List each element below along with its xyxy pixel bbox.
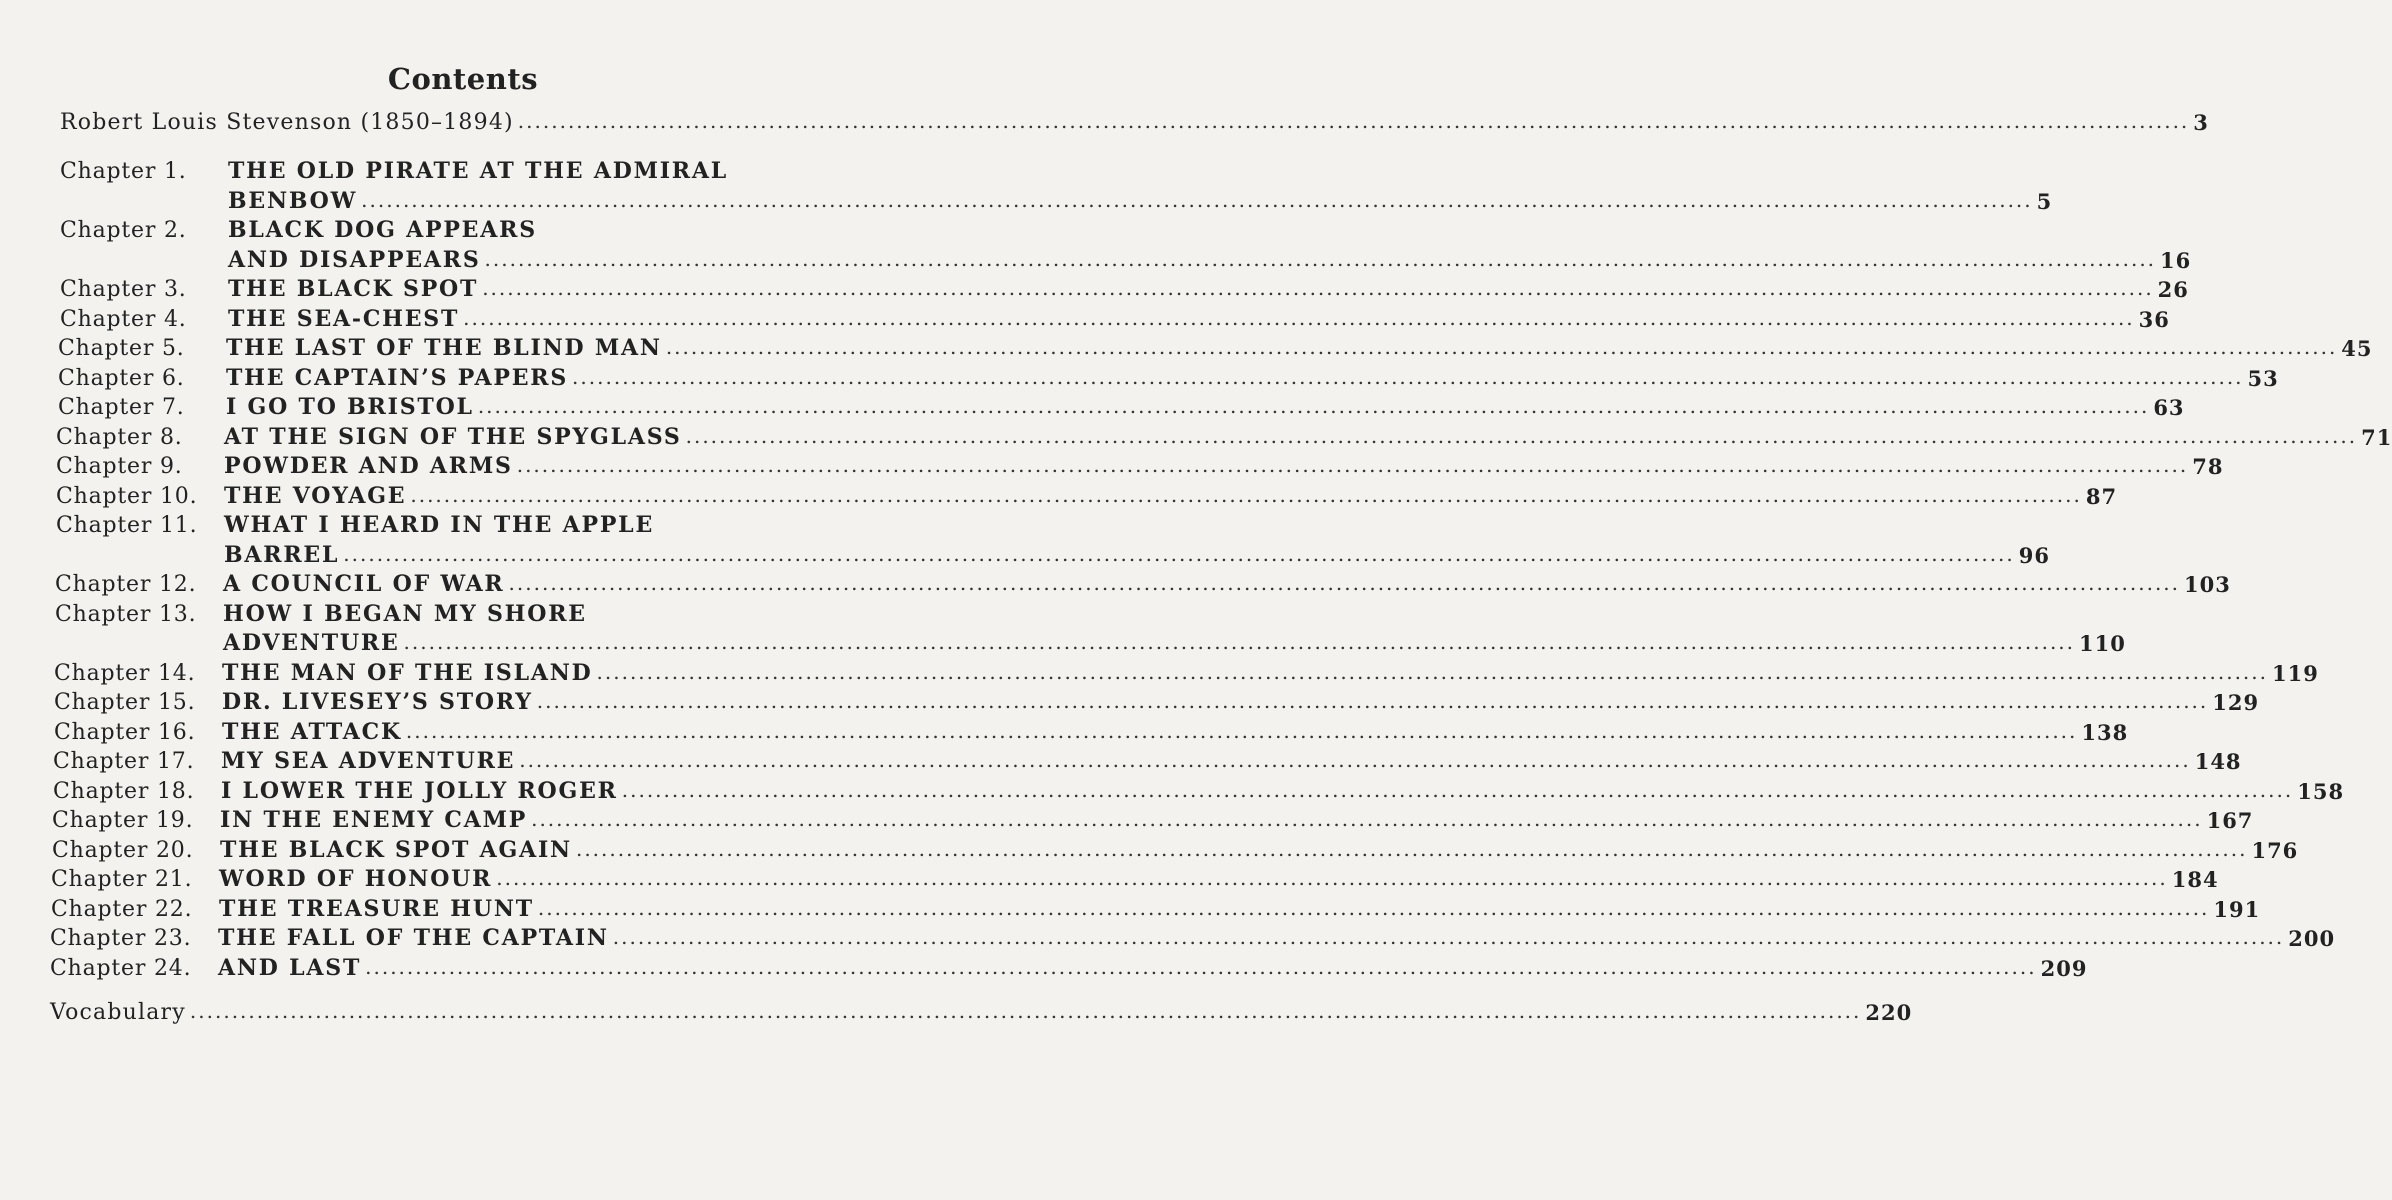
chapter-entry [58, 394, 2185, 420]
dot-leader: ........................................................................................................................................................................................................ [665, 335, 2338, 359]
dot-leader: ........................................................................................................................................................................................................ [575, 836, 2248, 861]
page-number: 5 [2036, 188, 2053, 214]
chapter-title: DR. LIVESEY’S STORY [222, 689, 533, 715]
page-number: 158 [2297, 778, 2345, 804]
dot-leader: ........................................................................................................................................................................................................ [572, 364, 2244, 389]
chapter-label: Chapter 14. [54, 660, 196, 686]
chapter-title: IN THE ENEMY CAMP [220, 807, 528, 833]
chapter-entry [55, 601, 864, 627]
chapter-label: Chapter 1. [60, 159, 187, 184]
chapter-title: THE VOYAGE [224, 482, 407, 509]
page-number: 103 [2184, 572, 2231, 597]
vocabulary-text: Vocabulary [50, 1000, 186, 1025]
chapter-title: MY SEA ADVENTURE [221, 748, 516, 774]
chapter-entry [50, 925, 2336, 951]
chapter-label: Chapter 22. [51, 896, 193, 922]
chapter-label: Chapter 5. [58, 336, 185, 361]
chapter-entry [60, 158, 864, 184]
chapter-label: Chapter 10. [56, 483, 198, 509]
chapter-label: Chapter 13. [55, 601, 197, 627]
intro-text: Robert Louis Stevenson (1850–1894) [60, 110, 514, 135]
chapter-entry [56, 482, 2118, 509]
chapter-title: I GO TO BRISTOL [226, 394, 474, 420]
chapter-entry [51, 866, 2219, 892]
chapter-entry [56, 453, 2224, 479]
chapter-entry [53, 748, 2242, 774]
dot-leader: ........................................................................................................................................................................................................ [410, 482, 2082, 507]
chapter-label: Chapter 3. [60, 277, 187, 302]
chapter-title-continuation: BARREL [224, 541, 340, 568]
chapter-entry [58, 364, 2279, 391]
chapter-title: WORD OF HONOUR [219, 866, 493, 892]
chapter-entry [56, 512, 864, 538]
page-number: 220 [1865, 1000, 1913, 1025]
chapter-label: Chapter 7. [58, 395, 185, 420]
chapter-title: THE CAPTAIN’S PAPERS [226, 364, 569, 391]
dot-leader: ........................................................................................................................................................................................................ [621, 777, 2294, 802]
chapter-title: THE ATTACK [222, 718, 402, 745]
chapter-entry [54, 689, 2260, 715]
chapter-title: THE LAST OF THE BLIND MAN [226, 335, 662, 361]
chapter-label: Chapter 15. [54, 690, 196, 715]
page-number: 26 [2157, 277, 2189, 302]
page-number: 87 [2085, 483, 2118, 509]
chapter-label: Chapter 18. [53, 778, 195, 804]
page-number: 119 [2272, 660, 2319, 686]
chapter-label: Chapter 20. [52, 837, 194, 863]
chapter-title: THE BLACK SPOT AGAIN [220, 836, 572, 863]
page-number: 63 [2153, 395, 2185, 420]
chapter-title: THE BLACK SPOT [228, 276, 479, 302]
chapter-label: Chapter 12. [55, 572, 197, 597]
chapter-entry-continuation [228, 246, 2192, 273]
dot-leader: ........................................................................................................................................................................................................ [463, 305, 2135, 330]
chapter-entry-continuation [224, 541, 2050, 568]
chapter-label: Chapter 16. [54, 719, 196, 745]
page-number: 200 [2288, 926, 2336, 951]
dot-leader: ........................................................................................................................................................................................................ [517, 109, 2190, 133]
chapter-label: Chapter 24. [50, 955, 192, 981]
dot-leader: ........................................................................................................................................................................................................ [189, 999, 1862, 1023]
dot-leader: ........................................................................................................................................................................................................ [477, 394, 2150, 418]
chapter-title: I LOWER THE JOLLY ROGER [221, 777, 618, 804]
page-number: 45 [2341, 336, 2373, 361]
page-number: 138 [2081, 719, 2129, 745]
chapter-entry [60, 276, 2189, 302]
page-number: 71 [2361, 424, 2392, 450]
chapter-title: THE TREASURE HUNT [219, 895, 534, 922]
page-number: 167 [2206, 808, 2254, 833]
chapter-entry [52, 836, 2299, 863]
chapter-title: THE SEA-CHEST [228, 305, 460, 332]
page-number: 191 [2213, 896, 2261, 922]
page-number: 36 [2138, 306, 2170, 332]
dot-leader: ........................................................................................................................................................................................................ [482, 276, 2154, 300]
chapter-label: Chapter 2. [60, 218, 187, 243]
intro-entry [60, 109, 2209, 135]
dot-leader: ........................................................................................................................................................................................................ [519, 748, 2191, 772]
chapter-title: HOW I BEGAN MY SHORE [223, 600, 587, 627]
chapter-entry [51, 895, 2261, 922]
chapter-entry-continuation [228, 187, 2053, 214]
chapter-entry [60, 305, 2170, 332]
chapter-label: Chapter 21. [51, 867, 193, 892]
dot-leader: ........................................................................................................................................................................................................ [596, 659, 2268, 684]
chapter-label: Chapter 8. [56, 424, 183, 450]
chapter-title: THE MAN OF THE ISLAND [222, 659, 593, 686]
dot-leader: ........................................................................................................................................................................................................ [403, 630, 2076, 654]
dot-leader: ........................................................................................................................................................................................................ [496, 866, 2168, 890]
chapter-entry [50, 954, 2088, 981]
chapter-label: Chapter 9. [56, 454, 183, 479]
chapter-entry [60, 217, 864, 243]
chapter-label: Chapter 11. [56, 513, 198, 538]
chapter-title: AT THE SIGN OF THE SPYGLASS [224, 423, 682, 450]
chapter-title: A COUNCIL OF WAR [223, 571, 505, 597]
page-title: Contents [387, 62, 539, 96]
chapter-label: Chapter 6. [58, 365, 185, 391]
page-number: 78 [2192, 454, 2224, 479]
page-number: 176 [2251, 837, 2299, 863]
chapter-entry [53, 777, 2345, 804]
dot-leader: ........................................................................................................................................................................................................ [516, 453, 2189, 477]
chapter-entry [54, 659, 2319, 686]
chapter-entry-continuation [223, 630, 2126, 656]
chapter-title: POWDER AND ARMS [224, 453, 513, 479]
page-number: 96 [2018, 542, 2050, 568]
chapter-title: AND LAST [218, 954, 362, 981]
page-number: 110 [2079, 631, 2126, 656]
chapter-entry [56, 423, 2392, 450]
dot-leader: ........................................................................................................................................................................................................ [537, 895, 2210, 920]
chapter-entry [52, 807, 2254, 833]
chapter-title: WHAT I HEARD IN THE APPLE [224, 512, 655, 538]
dot-leader: ........................................................................................................................................................................................................ [343, 541, 2015, 566]
chapter-title-continuation: ADVENTURE [223, 630, 400, 656]
chapter-title: THE FALL OF THE CAPTAIN [218, 925, 609, 951]
page-number: 184 [2171, 867, 2219, 892]
chapter-title: BLACK DOG APPEARS [228, 217, 537, 243]
page-number: 148 [2194, 749, 2242, 774]
dot-leader: ........................................................................................................................................................................................................ [365, 954, 2037, 979]
chapter-label: Chapter 4. [60, 306, 187, 332]
chapter-label: Chapter 19. [52, 808, 194, 833]
dot-leader: ........................................................................................................................................................................................................ [508, 571, 2181, 595]
page-number: 129 [2212, 690, 2260, 715]
page-number: 209 [2040, 955, 2088, 981]
chapter-entry [55, 571, 2231, 597]
dot-leader: ........................................................................................................................................................................................................ [361, 187, 2033, 212]
chapter-title-continuation: AND DISAPPEARS [228, 246, 481, 273]
chapter-label: Chapter 23. [50, 926, 192, 951]
dot-leader: ........................................................................................................................................................................................................ [536, 689, 2209, 713]
dot-leader: ........................................................................................................................................................................................................ [484, 246, 2157, 271]
vocabulary-entry [50, 999, 1913, 1025]
dot-leader: ........................................................................................................................................................................................................ [612, 925, 2285, 949]
chapter-title: THE OLD PIRATE AT THE ADMIRAL [228, 158, 729, 184]
chapter-title-continuation: BENBOW [228, 187, 358, 214]
page-number: 3 [2193, 110, 2209, 135]
chapter-entry [54, 718, 2129, 745]
page-number: 16 [2160, 247, 2192, 273]
page-number: 53 [2247, 365, 2279, 391]
dot-leader: ........................................................................................................................................................................................................ [685, 423, 2358, 448]
dot-leader: ........................................................................................................................................................................................................ [531, 807, 2203, 831]
dot-leader: ........................................................................................................................................................................................................ [405, 718, 2078, 743]
chapter-label: Chapter 17. [53, 749, 195, 774]
chapter-entry [58, 335, 2373, 361]
